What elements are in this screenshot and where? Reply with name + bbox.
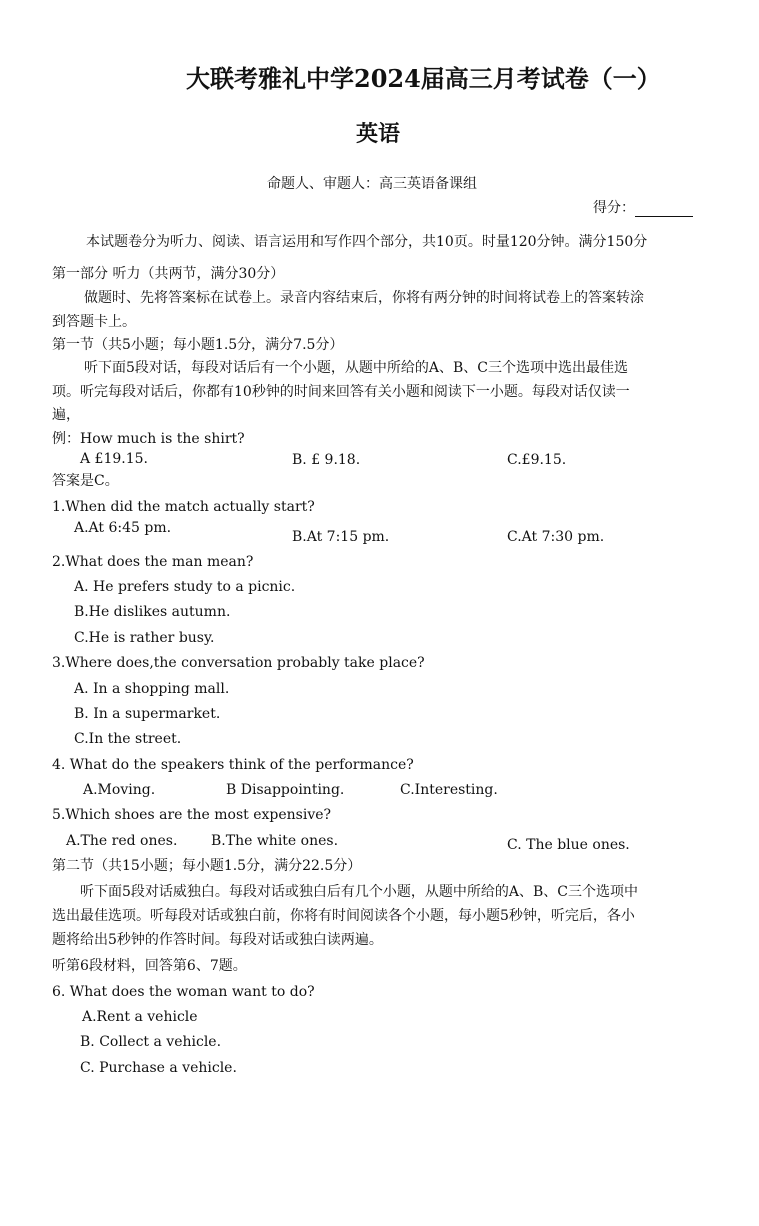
- q4-option-b: B Disappointing.: [226, 782, 345, 798]
- section1-instruction-line: 项。听完每段对话后，你都有10秒钟的时间来回答有关小题和阅读下一小题。每段对话仅读一: [52, 384, 630, 400]
- part1-heading: 第一部分 听力（共两节，满分30分）: [52, 266, 285, 282]
- material-note: 听第6段材料，回答第6、7题。: [52, 958, 247, 974]
- section1-instruction-line: 遍，: [52, 407, 80, 423]
- example-option-a: A £19.15.: [80, 451, 148, 467]
- section1-heading: 第一节（共5小题；每小题1.5分，满分7.5分）: [52, 337, 344, 353]
- section2-instruction-line: 选出最佳选项。听每段对话或独白前，你将有时间阅读各个小题，每小题5秒钟，听完后，各小: [52, 908, 635, 924]
- example-answer: 答案是C。: [52, 473, 119, 489]
- score-blank: [635, 202, 693, 217]
- q5-option-a: A.The red ones.: [66, 833, 178, 849]
- section2-heading: 第二节（共15小题；每小题1.5分，满分22.5分）: [52, 858, 362, 874]
- q4-option-c: C.Interesting.: [400, 782, 498, 798]
- q1-option-c: C.At 7:30 pm.: [507, 529, 605, 545]
- q5-option-c: C. The blue ones.: [507, 837, 630, 853]
- example-option-c: C.£9.15.: [507, 452, 567, 468]
- q2-option-b: B.He dislikes autumn.: [74, 604, 231, 620]
- section2-instruction-line: 听下面5段对话威独白。每段对话或独白后有几个小题，从题中所给的A、B、C三个选项中: [80, 884, 639, 900]
- subject-title: 英语: [356, 121, 401, 147]
- question-3: 3.Where does,the conversation probably take place?: [52, 655, 425, 671]
- q6-option-a: A.Rent a vehicle: [82, 1009, 198, 1025]
- question-2: 2.What does the man mean?: [52, 554, 254, 570]
- section1-instruction-line: 听下面5段对话，每段对话后有一个小题，从题中所给的A、B、C三个选项中选出最佳选: [84, 360, 629, 376]
- score-label: 得分：: [593, 200, 635, 216]
- q2-option-c: C.He is rather busy.: [74, 630, 215, 646]
- intro-paragraph: 本试题卷分为听力、阅读、语言运用和写作四个部分，共10页。时量120分钟。满分150分: [86, 234, 648, 250]
- question-6: 6. What does the woman want to do?: [52, 984, 315, 1000]
- section2-instruction-line: 题将给出5秒钟的作答时间。每段对话或独白读两遍。: [52, 932, 383, 948]
- q6-option-c: C. Purchase a vehicle.: [80, 1060, 237, 1076]
- question-5: 5.Which shoes are the most expensive?: [52, 807, 332, 823]
- part1-instruction-line: 做题时、先将答案标在试卷上。录音内容结束后，你将有两分钟的时间将试卷上的答案转涂: [84, 290, 644, 306]
- example-option-b: B. £ 9.18.: [292, 452, 361, 468]
- q4-option-a: A.Moving.: [83, 782, 156, 798]
- q1-option-b: B.At 7:15 pm.: [292, 529, 390, 545]
- q2-option-a: A. He prefers study to a picnic.: [74, 579, 296, 595]
- question-1: 1.When did the match actually start?: [52, 499, 315, 515]
- authors-line: 命题人、审题人：高三英语备课组: [267, 176, 477, 192]
- q3-option-c: C.In the street.: [74, 731, 182, 747]
- q1-option-a: A.At 6:45 pm.: [74, 520, 172, 536]
- score-field: [593, 199, 693, 217]
- q3-option-a: A. In a shopping mall.: [74, 681, 230, 697]
- exam-title: 大联考雅礼中学2024届高三月考试卷（一）: [186, 64, 661, 93]
- q3-option-b: B. In a supermarket.: [74, 706, 221, 722]
- example-question: 例：How much is the shirt?: [52, 431, 245, 447]
- q5-option-b: B.The white ones.: [211, 833, 339, 849]
- q6-option-b: B. Collect a vehicle.: [80, 1034, 222, 1050]
- part1-instruction-line: 到答题卡上。: [52, 314, 136, 330]
- question-4: 4. What do the speakers think of the performance?: [52, 757, 414, 773]
